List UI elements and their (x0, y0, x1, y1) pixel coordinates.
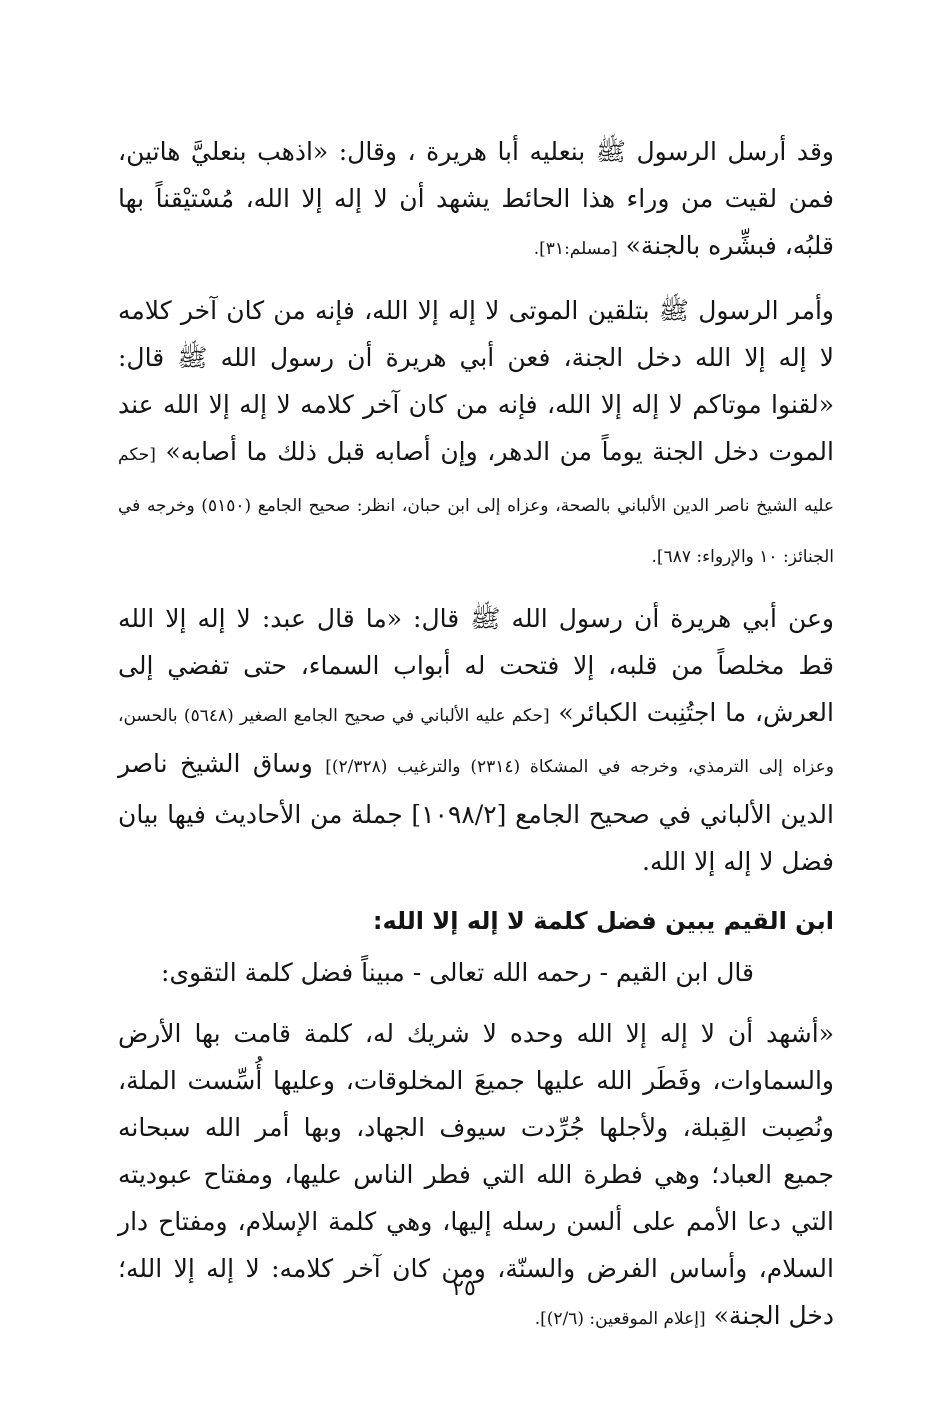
section-heading: ابن القيم يبين فضل كلمة لا إله إلا الله: (372, 907, 834, 935)
paragraph-text: وقد أرسل الرسول ﷺ بنعليه أبا هريرة ، وقال: «اذهب بنعليَّ هاتين، فمن لقيت من وراء هذا الحائط يشهد أن لا إله إلا الله، مُسْتيْقناً بها قلبُه، فبشِّره بالجنة» (118, 137, 834, 260)
paragraph-gates-of-heaven-hadith (118, 595, 834, 885)
intro-line: قال ابن القيم - رحمه الله تعالى - مبيناً فضل كلمة التقوى: (161, 958, 754, 987)
citation: [حكم عليه الشيخ ناصر الدين الألباني بالصحة، وعزاه إلى ابن حبان، انظر: صحيح الجامع (٥١٥٠) وخرجه في الجنائز: ١٠ والإرواء: ٦٨٧]. (118, 445, 834, 567)
paragraph-text: وأمر الرسول ﷺ بتلقين الموتى لا إله إلا الله، فإنه من كان آخر كلامه لا إله إلا الله دخل الجنة، فعن أبي هريرة أن رسول الله ﷺ قال: «لقنوا موتاكم لا إله إلا الله، فإنه من كان آخر كلامه لا إله إلا الله عند الموت دخل الجنة يوماً من الدهر، وإن أصابه قبل ذلك ما أصابه» (118, 296, 834, 466)
citation: [حكم عليه الألباني في صحيح الجامع الصغير (٥٦٤٨) بالحسن، وعزاه إلى الترمذي، وخرجه في المشكاة (٢٣١٤) والترغيب (٢/٣٢٨)] (118, 706, 834, 777)
page-number: ٢٥ (452, 1276, 476, 1301)
citation: [مسلم:٣١]. (533, 239, 618, 259)
paragraph-sandals-hadith (118, 128, 834, 273)
citation: [إعلام الموقعين: (٢/٦)]. (534, 1309, 706, 1329)
paragraph-talqin-hadith (118, 287, 834, 581)
quote-text: «أشهد أن لا إله إلا الله وحده لا شريك له، كلمة قامت بها الأرض والسماوات، وفَطَر الله عليها جميعَ المخلوقات، وعليها أُسِّست الملة، ونُصِبت القِبلة، ولأجلها جُرِّدت سيوف الجهاد، وبها أمر الله سبحانه جميع العباد؛ وهي فطرة الله التي فطر الناس عليها، ومفتاح عبوديته التي دعا الأمم على ألسن رسله إليها، وهي كلمة الإسلام، ومفتاح دار السلام، وأساس الفرض والسنّة، ومن كان آخر كلامه: لا إله إلا الله؛ دخل الجنة» (118, 1019, 834, 1330)
paragraph-text: وعن أبي هريرة أن رسول الله ﷺ قال: «ما قال عبد: لا إله إلا الله قط مخلصاً من قلبه، إلا فتحت له أبواب السماء، حتى تفضي إلى العرش، ما اجتُنِبت الكبائر» (118, 604, 834, 727)
page-body (118, 128, 834, 1357)
paragraph-tail: وساق الشيخ ناصر الدين الألباني في صحيح الجامع [١٠٩٨/٢] جملة من الأحاديث فيها بيان فضل لا إله إلا الله. (118, 749, 834, 876)
